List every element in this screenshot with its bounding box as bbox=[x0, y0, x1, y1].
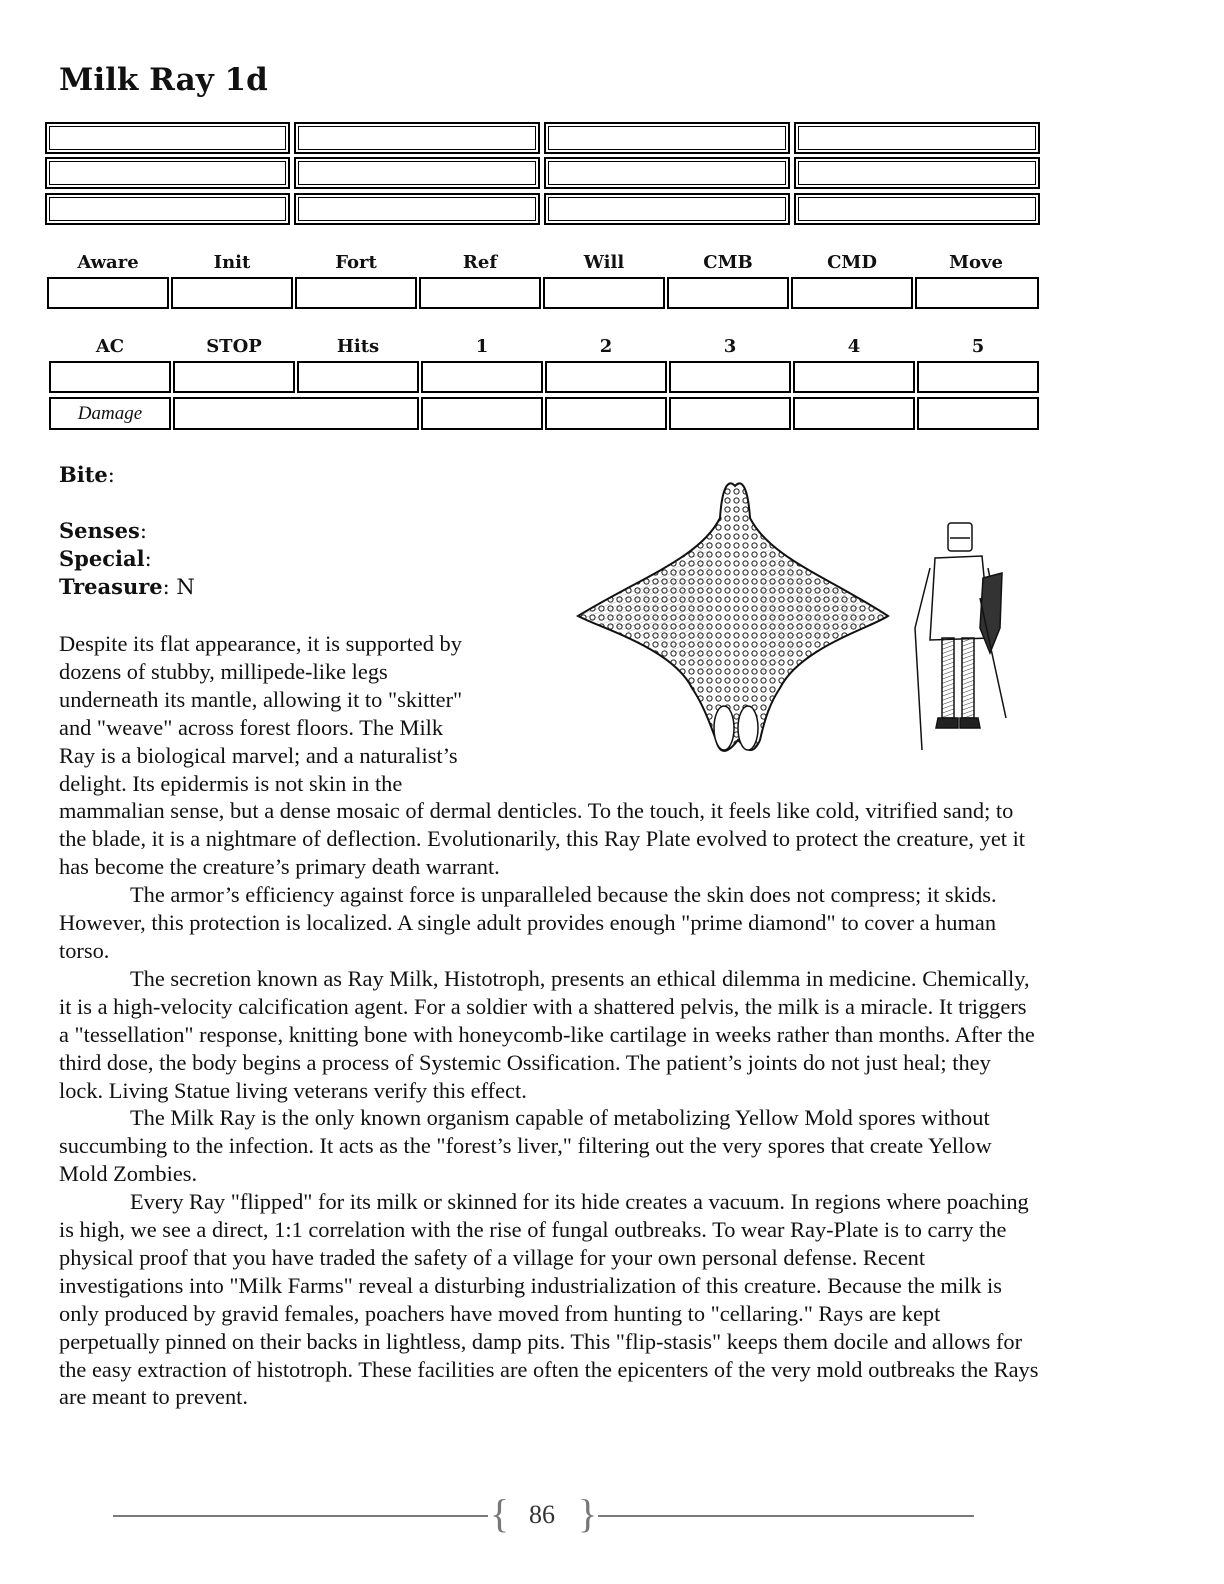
grid-cell[interactable] bbox=[294, 122, 540, 154]
damage-box-5[interactable] bbox=[917, 397, 1039, 430]
stat-box-fort[interactable] bbox=[295, 277, 417, 309]
grid-cell[interactable] bbox=[794, 122, 1040, 154]
footer-brace-right: } bbox=[578, 1491, 598, 1536]
damage-label: Damage bbox=[49, 397, 171, 430]
body-paragraph: The secretion known as Ray Milk, Histotroph, presents an ethical dilemma in medicine. Chemically, it is a high-velocity calcification agent. For a soldier with a shattered pelvis, the milk is a miracle. It triggers a "tessellation" response, knitting bone with honeycomb-like cartilage in weeks rather than months. After the third dose, the body begins a process of Systemic Ossification. The patient’s joints do not just heal; they lock. Living Statue living veterans verify this effect. bbox=[59, 965, 1035, 1103]
grid-cell[interactable] bbox=[794, 193, 1040, 225]
attack-label: Bite bbox=[59, 462, 108, 487]
stat-label-aware: Aware bbox=[77, 252, 139, 273]
stat-box-hit-1[interactable] bbox=[421, 361, 543, 393]
grid-cell[interactable] bbox=[794, 157, 1040, 189]
stat-label-stop: STOP bbox=[206, 336, 262, 357]
stat-label-will: Will bbox=[583, 252, 625, 273]
treasure-label: Treasure bbox=[59, 574, 163, 599]
stat-box-hits[interactable] bbox=[297, 361, 419, 393]
page-title: Milk Ray 1d bbox=[59, 62, 268, 98]
stat-box-init[interactable] bbox=[171, 277, 293, 309]
stat-box-aware[interactable] bbox=[47, 277, 169, 309]
stat-label-ac: AC bbox=[95, 336, 125, 357]
stat-label-hit-3: 3 bbox=[723, 336, 737, 357]
stat-box-stop[interactable] bbox=[173, 361, 295, 393]
stat-label-hit-4: 4 bbox=[847, 336, 861, 357]
stat-label-cmd: CMD bbox=[827, 252, 877, 273]
footer-brace-left: { bbox=[490, 1491, 510, 1536]
body-paragraph: The armor’s efficiency against force is unparalleled because the skin does not compress; it skids. However, this protection is localized. A single adult provides enough "prime diamond" to cover a human torso. bbox=[59, 882, 997, 963]
grid-cell[interactable] bbox=[45, 122, 290, 154]
stat-box-cmd[interactable] bbox=[791, 277, 913, 309]
intro-line: and "weave" across forest floors. The Milk bbox=[59, 714, 444, 740]
footer-rule-left bbox=[113, 1515, 488, 1517]
grid-cell[interactable] bbox=[544, 122, 790, 154]
grid-cell[interactable] bbox=[294, 157, 540, 189]
stat-label-ref: Ref bbox=[462, 252, 498, 273]
grid-cell[interactable] bbox=[544, 157, 790, 189]
stat-label-hit-2: 2 bbox=[599, 336, 613, 357]
intro-line: Ray is a biological marvel; and a naturalist’s bbox=[59, 742, 458, 768]
stat-box-hit-2[interactable] bbox=[545, 361, 667, 393]
damage-box-3[interactable] bbox=[669, 397, 791, 430]
intro-line: Despite its flat appearance, it is supported by bbox=[59, 631, 462, 656]
stat-label-hit-1: 1 bbox=[475, 336, 489, 357]
special-label: Special bbox=[59, 546, 145, 571]
intro-lines bbox=[59, 630, 1039, 1411]
stat-box-hit-5[interactable] bbox=[917, 361, 1039, 393]
stat-box-will[interactable] bbox=[543, 277, 665, 309]
intro-continuation: mammalian sense, but a dense mosaic of dermal denticles. To the touch, it feels like cold, vitrified sand; to the blade, it is a nightmare of deflection. Evolutionarily, this Ray Plate evolved to protect the creature, yet it has become the creature’s primary death warrant. bbox=[59, 798, 1026, 880]
footer-rule-right bbox=[598, 1515, 974, 1517]
page-number: 86 bbox=[529, 1500, 555, 1529]
stat-box-ref[interactable] bbox=[419, 277, 541, 309]
body-paragraph: The Milk Ray is the only known organism capable of metabolizing Yellow Mold spores without succumbing to the infection. It acts as the "forest’s liver," filtering out the very spores that create Yellow Mold Zombies. bbox=[59, 1105, 992, 1187]
damage-box-2[interactable] bbox=[545, 397, 667, 430]
grid-cell[interactable] bbox=[544, 193, 790, 225]
grid-cell[interactable] bbox=[45, 157, 290, 189]
special-line: Special: bbox=[59, 546, 152, 571]
grid-cell[interactable] bbox=[294, 193, 540, 225]
stat-box-move[interactable] bbox=[915, 277, 1039, 309]
stat-label-init: Init bbox=[213, 252, 251, 273]
damage-box-1[interactable] bbox=[421, 397, 543, 430]
senses-label: Senses bbox=[59, 518, 140, 543]
treasure-line: Treasure: N bbox=[59, 574, 195, 599]
intro-line: underneath its mantle, allowing it to "skitter" bbox=[59, 686, 463, 712]
stat-label-move: Move bbox=[949, 252, 1003, 273]
stat-label-cmb: CMB bbox=[703, 252, 753, 273]
body-paragraph: Every Ray "flipped" for its milk or skinned for its hide creates a vacuum. In regions where poaching is high, we see a direct, 1:1 correlation with the rise of fungal outbreaks. To wear Ray-Plate is to carry the physical proof that you have traded the safety of a village for your own personal defense. Recent investigations into "Milk Farms" reveal a disturbing industrialization of this creature. Because the milk is only produced by gravid females, poachers have moved from hunting to "cellaring." Rays are kept perpetually pinned on their backs in lightless, damp pits. This "flip-stasis" keeps them docile and allows for the easy extraction of histotroph. These facilities are often the epicenters of the very mold outbreaks the Rays are meant to prevent. bbox=[59, 1189, 1039, 1410]
treasure-value: N bbox=[176, 575, 195, 599]
damage-box-4[interactable] bbox=[793, 397, 915, 430]
stat-label-fort: Fort bbox=[335, 252, 377, 273]
stat-box-cmb[interactable] bbox=[667, 277, 789, 309]
stat-box-hit-3[interactable] bbox=[669, 361, 791, 393]
intro-line: delight. Its epidermis is not skin in the bbox=[59, 770, 403, 796]
intro-line: dozens of stubby, millipede-like legs bbox=[59, 658, 388, 684]
attack-line: Bite: bbox=[59, 462, 115, 487]
stat-label-hits: Hits bbox=[336, 336, 380, 357]
grid-cell[interactable] bbox=[45, 193, 290, 225]
stat-label-hit-5: 5 bbox=[971, 336, 985, 357]
damage-value-box[interactable] bbox=[173, 397, 419, 430]
senses-line: Senses: bbox=[59, 518, 147, 543]
stat-box-ac[interactable] bbox=[49, 361, 171, 393]
stat-box-hit-4[interactable] bbox=[793, 361, 915, 393]
